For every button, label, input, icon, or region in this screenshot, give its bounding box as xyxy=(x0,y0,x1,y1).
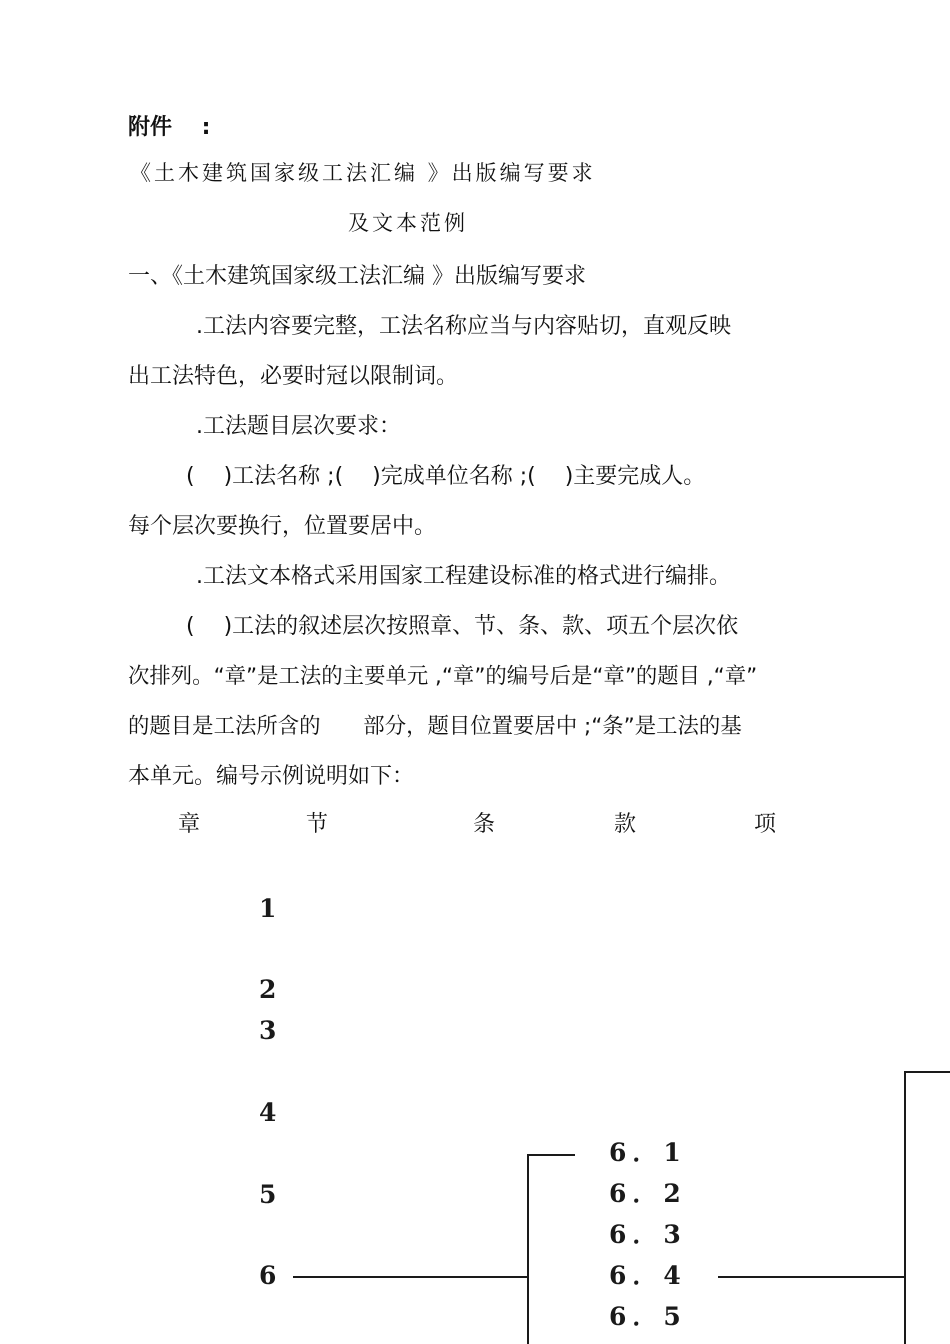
article-bracket-vertical xyxy=(904,1071,906,1344)
attachment-label: 附件 : xyxy=(128,115,211,140)
chapter-to-section-connector xyxy=(293,1276,528,1278)
column-header-item: 项 xyxy=(754,812,777,837)
column-header-clause: 款 xyxy=(614,812,637,837)
article-bracket-top xyxy=(904,1071,950,1073)
title-line-2: 及文本范例 xyxy=(348,211,468,235)
section-bracket-top xyxy=(527,1154,575,1156)
chapter-number: 1 xyxy=(259,894,277,923)
column-header-article: 条 xyxy=(473,812,496,837)
paragraph-line: 本单元。编号示例说明如下： xyxy=(128,764,415,789)
section-number: 6．1 xyxy=(609,1138,687,1167)
section-number: 6．2 xyxy=(609,1179,687,1208)
section-number: 6．4 xyxy=(609,1261,687,1290)
paragraph-line: .工法内容要完整，工法名称应当与内容贴切，直观反映 xyxy=(196,314,731,339)
paragraph-line: 每个层次要换行，位置要居中。 xyxy=(128,514,437,539)
section-number: 6．5 xyxy=(609,1302,687,1331)
section-heading: 一、《土木建筑国家级工法汇编 》出版编写要求 xyxy=(128,264,586,289)
paragraph-line: 的题目是工法所含的 部分，题目位置要居中 ;“条”是工法的基 xyxy=(128,714,742,739)
chapter-number: 4 xyxy=(259,1098,277,1127)
paragraph-line: ( )工法的叙述层次按照章、节、条、款、项五个层次依 xyxy=(186,614,739,639)
section-bracket-vertical xyxy=(527,1154,529,1344)
chapter-number: 6 xyxy=(259,1261,277,1290)
section-number: 6．3 xyxy=(609,1220,687,1249)
paragraph-line: .工法题目层次要求： xyxy=(196,414,401,439)
paragraph-line: 次排列。“章”是工法的主要单元 ,“章”的编号后是“章”的题目 ,“章” xyxy=(128,664,758,689)
paragraph-line: ( )工法名称 ;( )完成单位名称 ;( )主要完成人。 xyxy=(186,464,706,489)
chapter-number: 2 xyxy=(259,975,277,1004)
chapter-number: 5 xyxy=(259,1180,277,1209)
chapter-number: 3 xyxy=(259,1016,277,1045)
paragraph-line: 出工法特色，必要时冠以限制词。 xyxy=(128,364,459,389)
title-line-1: 《土木建筑国家级工法汇编 》出版编写要求 xyxy=(130,161,596,185)
section-to-article-connector xyxy=(718,1276,906,1278)
column-header-section: 节 xyxy=(306,812,329,837)
paragraph-line: .工法文本格式采用国家工程建设标准的格式进行编排。 xyxy=(196,564,731,589)
column-header-chapter: 章 xyxy=(178,812,201,837)
